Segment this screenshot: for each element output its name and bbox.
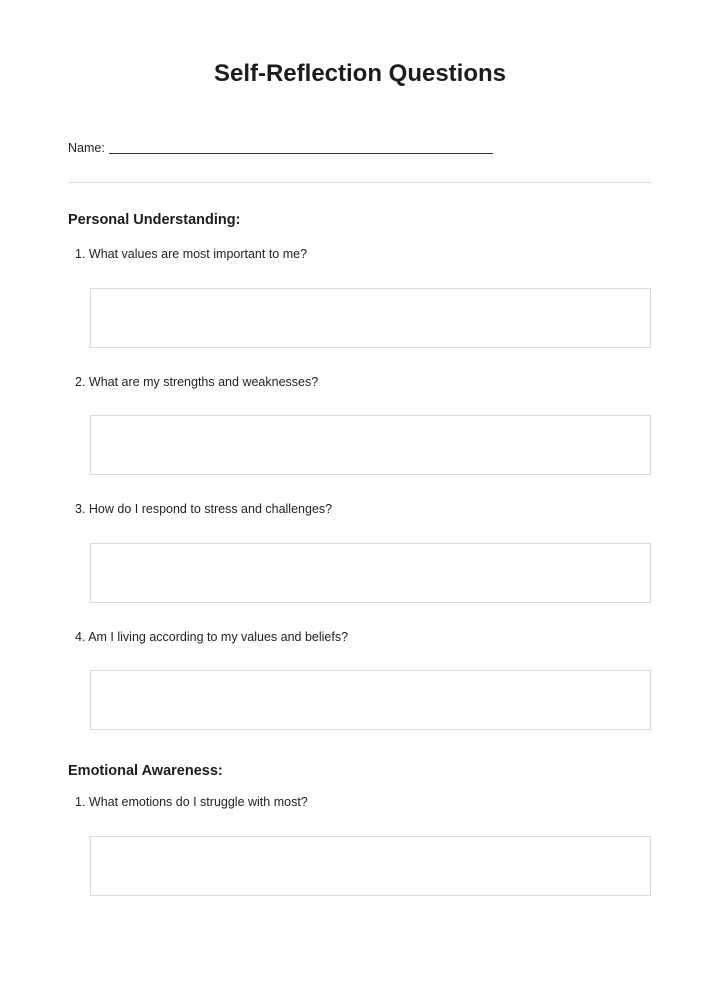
question-text: 1. What values are most important to me? <box>75 247 308 261</box>
answer-box[interactable] <box>90 543 651 603</box>
question-text: 4. Am I living according to my values and beliefs? <box>75 630 349 644</box>
name-row <box>68 138 493 156</box>
answer-box[interactable] <box>90 415 651 475</box>
name-label: Name: <box>68 141 105 155</box>
name-input-line[interactable] <box>109 153 493 154</box>
page-title: Self-Reflection Questions <box>213 60 507 87</box>
header-divider <box>68 182 652 183</box>
question-text: 2. What are my strengths and weaknesses? <box>75 375 319 389</box>
answer-box[interactable] <box>90 836 651 896</box>
answer-box[interactable] <box>90 670 651 730</box>
question-text: 1. What emotions do I struggle with most? <box>75 795 308 809</box>
section-heading-personal-understanding: Personal Understanding: <box>68 212 241 228</box>
question-text: 3. How do I respond to stress and challenges? <box>75 502 333 516</box>
answer-box[interactable] <box>90 288 651 348</box>
section-heading-emotional-awareness: Emotional Awareness: <box>68 763 223 779</box>
